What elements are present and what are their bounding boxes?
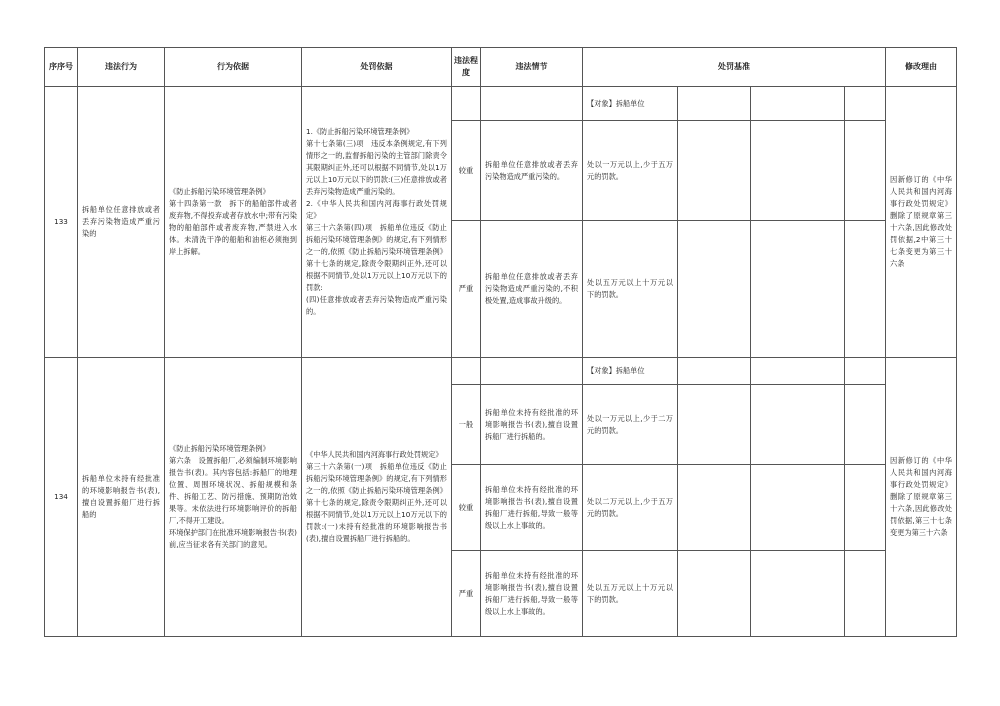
header-row: [45, 48, 957, 87]
penalty-basis: 《中华人民共和国内河海事行政处罚规定》 第三十六条第(一)项 拆船单位违反《防止拆船污染环境管理条例》的规定,有下列情形之一的,依照《防止拆船污染环境管理条例》第十七条的规定,除责令限期纠正外,还可以根据不同情节,处以1万元以上10万元以下的罚款:(一)未持有经批准的环境影响报告书(表),擅自设置拆船厂进行拆船的。: [302, 358, 452, 637]
blank-cell: [751, 385, 845, 465]
penalty-benchmark: 处以五万元以上十万元以下的罚款。: [583, 221, 678, 358]
header-act: 违法行为: [78, 48, 165, 87]
modification-reason: 因新修订的《中华人民共和国内河海事行政处罚规定》删除了原规章第三十六条,因此修改处罚依据,2中第三十七条变更为第三十六条: [886, 87, 957, 358]
circumstance-cell-empty: [481, 358, 583, 385]
blank-cell: [845, 121, 886, 221]
degree-cell-empty: [452, 358, 481, 385]
header-circumstance: 违法情节: [481, 48, 583, 87]
penalty-basis: 1.《防止拆船污染环境管理条例》 第十七条第(三)项 违反本条例规定,有下列情形之一的,监督拆船污染的主管部门除责令其限期纠正外,还可以根据不同情节,处以1万元以上10万元以下的罚款:(三)任意排放或者丢弃污染物造成严重污染的。 2.《中华人民共和国内河海事行政处罚规定》 第三十六条第(四)项 拆船单位违反《防止拆船污染环境管理条例》的规定,有下列情形之一的,依照《防止拆船污染环境管理条例》第十七条的规定,除责令限期纠正外,还可以根据不同情节,处以1万元以上10万元以下的罚款: (四)任意排放或者丢弃污染物造成严重污染的。: [302, 87, 452, 358]
degree-cell-empty: [452, 87, 481, 121]
blank-cell: [678, 465, 751, 551]
blank-cell: [751, 551, 845, 637]
conduct-basis: 《防止拆船污染环境管理条例》 第六条 设置拆船厂,必须编制环境影响报告书(表)。其内容包括:拆船厂的地理位置、周围环境状况、拆船规模和条件、拆船工艺、防污措施、预期防治效果等。未依法进行环境影响评价的拆船厂,不得开工建设。 环境保护部门在批准环境影响报告书(表)前,应当征求各有关部门的意见。: [165, 358, 302, 637]
header-penalty-basis: 处罚依据: [302, 48, 452, 87]
header-reason: 修改理由: [886, 48, 957, 87]
blank-cell: [751, 221, 845, 358]
violation-act: 拆船单位任意排放或者丢弃污染物造成严重污染的: [78, 87, 165, 358]
violation-circumstance: 拆船单位未持有经批准的环境影响报告书(表),擅自设置拆船厂进行拆船,导致一般等级以上水上事故的。: [481, 551, 583, 637]
penalty-benchmark: 处以五万元以上十万元以下的罚款。: [583, 551, 678, 637]
violation-circumstance: 拆船单位未持有经批准的环境影响报告书(表),擅自设置拆船厂进行拆船的。: [481, 385, 583, 465]
violation-degree: 严重: [452, 551, 481, 637]
blank-cell: [845, 551, 886, 637]
blank-cell: [751, 87, 845, 121]
violation-degree: 一般: [452, 385, 481, 465]
blank-cell: [678, 358, 751, 385]
violation-degree: 较重: [452, 465, 481, 551]
blank-cell: [678, 121, 751, 221]
penalty-benchmark: 处以一万元以上,少于五万元的罚款。: [583, 121, 678, 221]
blank-cell: [845, 358, 886, 385]
penalty-target: 【对象】拆船单位: [583, 87, 678, 121]
row-number: 134: [45, 358, 78, 637]
header-degree: 违法程度: [452, 48, 481, 87]
blank-cell: [845, 221, 886, 358]
circumstance-cell-empty: [481, 87, 583, 121]
blank-cell: [845, 385, 886, 465]
blank-cell: [678, 385, 751, 465]
penalty-target: 【对象】拆船单位: [583, 358, 678, 385]
violation-circumstance: 拆船单位任意排放或者丢弃污染物造成严重污染的。: [481, 121, 583, 221]
violation-act: 拆船单位未持有经批准的环境影响报告书(表),擅自设置拆船厂进行拆船的: [78, 358, 165, 637]
blank-cell: [751, 358, 845, 385]
blank-cell: [751, 465, 845, 551]
blank-cell: [678, 551, 751, 637]
blank-cell: [678, 221, 751, 358]
violation-degree: 较重: [452, 121, 481, 221]
blank-cell: [751, 121, 845, 221]
row-number: 133: [45, 87, 78, 358]
table-row: [45, 87, 957, 121]
conduct-basis: 《防止拆船污染环境管理条例》 第十四条第一款 拆下的船舶部件或者废弃物,不得投弃或者存放水中;带有污染物的船舶部件或者废弃物,严禁进入水体。未清洗干净的船舶和油柜必须拖到岸上拆解。: [165, 87, 302, 358]
penalty-table-sheet: [44, 47, 957, 637]
blank-cell: [845, 465, 886, 551]
header-basis: 行为依据: [165, 48, 302, 87]
blank-cell: [678, 87, 751, 121]
header-seq: 序序号: [45, 48, 78, 87]
violation-circumstance: 拆船单位未持有经批准的环境影响报告书(表),擅自设置拆船厂进行拆船,导致一般等级以上水上事故的。: [481, 465, 583, 551]
header-benchmark: 处罚基准: [583, 48, 886, 87]
penalty-benchmark: 处以二万元以上,少于五万元的罚款。: [583, 465, 678, 551]
violation-circumstance: 拆船单位任意排放或者丢弃污染物造成严重污染的,不积极处置,造成事故升级的。: [481, 221, 583, 358]
table-row: [45, 358, 957, 385]
penalty-benchmark: 处以一万元以上,少于二万元的罚款。: [583, 385, 678, 465]
modification-reason: 因新修订的《中华人民共和国内河海事行政处罚规定》删除了原规章第三十六条,因此修改处罚依据,第三十七条变更为第三十六条: [886, 358, 957, 637]
violation-degree: 严重: [452, 221, 481, 358]
penalty-table: [44, 47, 957, 637]
blank-cell: [845, 87, 886, 121]
